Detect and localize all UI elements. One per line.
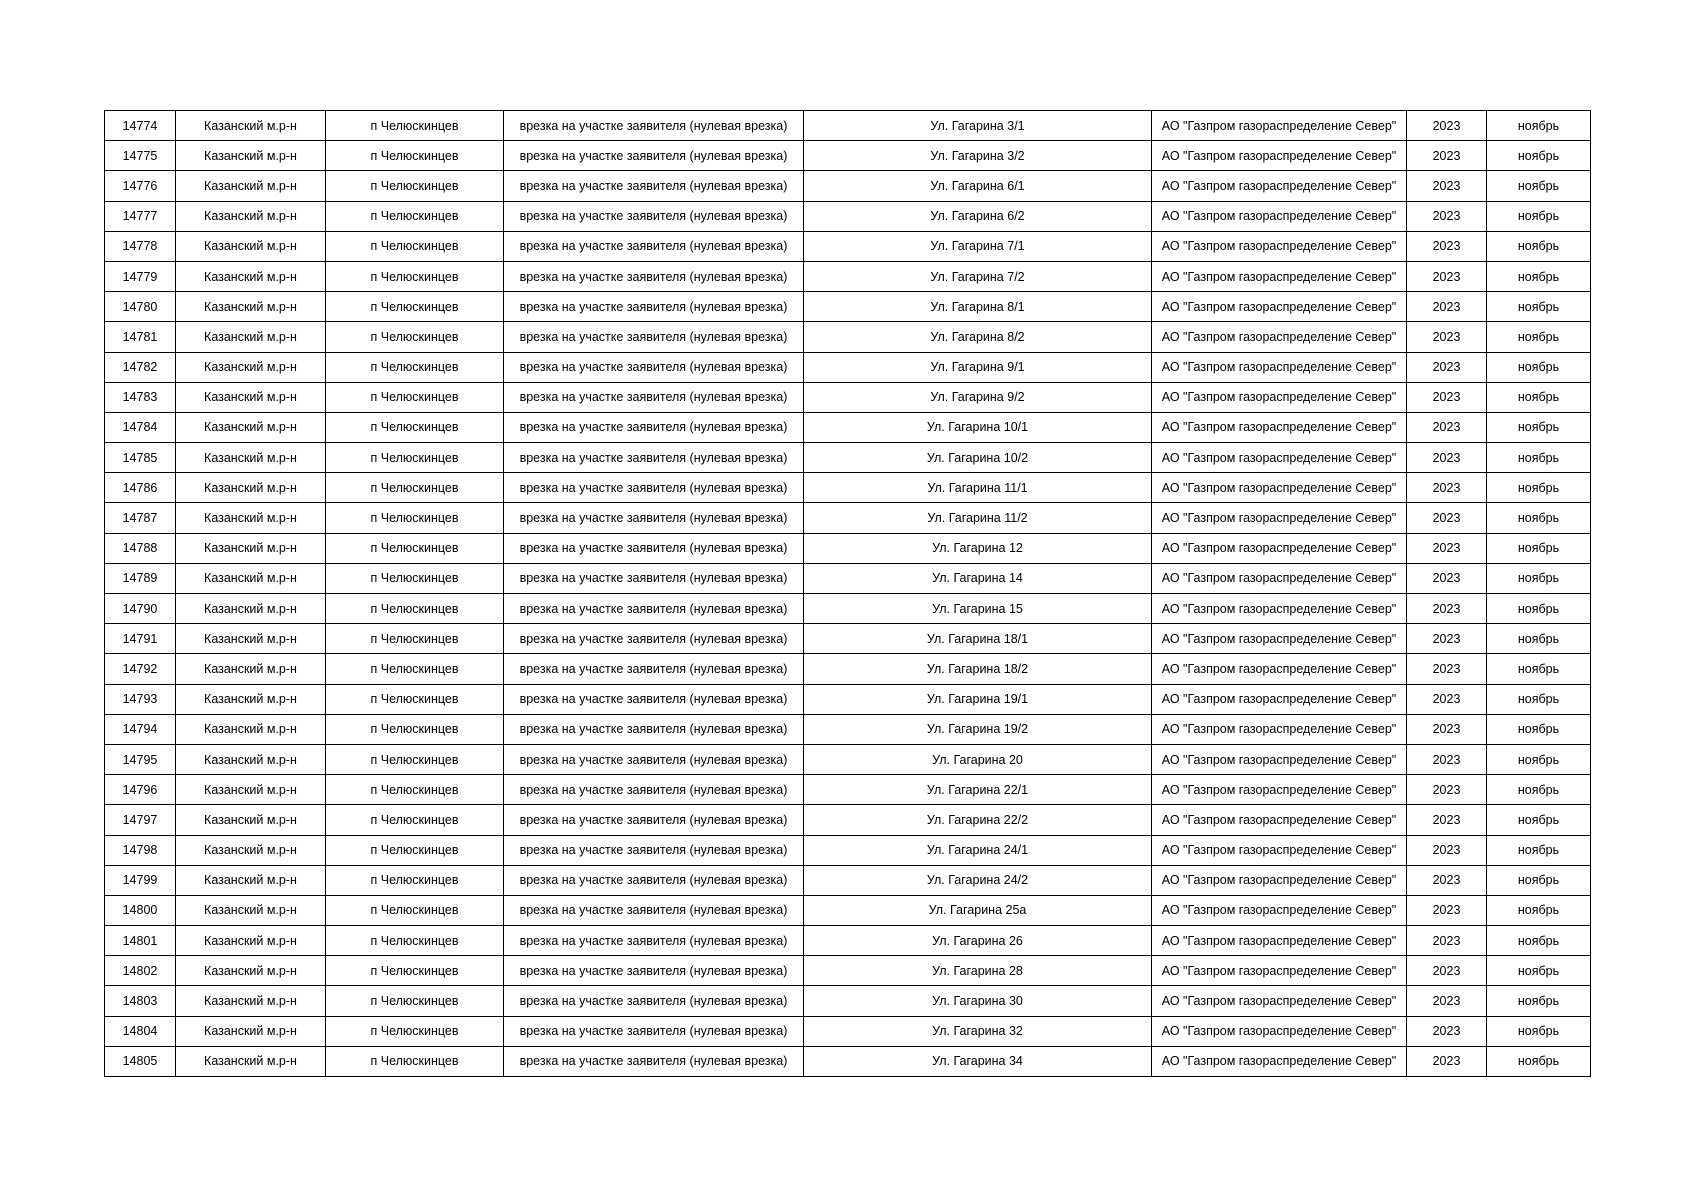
cell-year: 2023	[1407, 443, 1487, 473]
cell-organization: АО "Газпром газораспределение Север"	[1152, 443, 1407, 473]
cell-address: Ул. Гагарина 11/1	[804, 473, 1152, 503]
cell-work-type: врезка на участке заявителя (нулевая врезка)	[504, 563, 804, 593]
cell-year: 2023	[1407, 684, 1487, 714]
cell-address: Ул. Гагарина 10/1	[804, 412, 1152, 442]
cell-settlement: п Челюскинцев	[326, 111, 504, 141]
cell-month: ноябрь	[1487, 382, 1591, 412]
cell-id: 14790	[105, 594, 176, 624]
table-row	[105, 231, 1591, 261]
table-row	[105, 503, 1591, 533]
cell-settlement: п Челюскинцев	[326, 563, 504, 593]
cell-id: 14777	[105, 201, 176, 231]
cell-settlement: п Челюскинцев	[326, 322, 504, 352]
cell-id: 14793	[105, 684, 176, 714]
data-table	[104, 110, 1591, 1077]
cell-id: 14800	[105, 895, 176, 925]
cell-district: Казанский м.р-н	[176, 292, 326, 322]
cell-work-type: врезка на участке заявителя (нулевая врезка)	[504, 956, 804, 986]
cell-year: 2023	[1407, 292, 1487, 322]
cell-month: ноябрь	[1487, 684, 1591, 714]
cell-address: Ул. Гагарина 9/1	[804, 352, 1152, 382]
cell-month: ноябрь	[1487, 171, 1591, 201]
cell-month: ноябрь	[1487, 714, 1591, 744]
table-row	[105, 805, 1591, 835]
table-row	[105, 1046, 1591, 1076]
cell-year: 2023	[1407, 352, 1487, 382]
cell-id: 14792	[105, 654, 176, 684]
cell-month: ноябрь	[1487, 563, 1591, 593]
cell-year: 2023	[1407, 141, 1487, 171]
cell-month: ноябрь	[1487, 775, 1591, 805]
cell-organization: АО "Газпром газораспределение Север"	[1152, 292, 1407, 322]
cell-settlement: п Челюскинцев	[326, 171, 504, 201]
cell-month: ноябрь	[1487, 805, 1591, 835]
cell-month: ноябрь	[1487, 261, 1591, 291]
cell-month: ноябрь	[1487, 503, 1591, 533]
cell-year: 2023	[1407, 231, 1487, 261]
table-row	[105, 594, 1591, 624]
cell-organization: АО "Газпром газораспределение Север"	[1152, 865, 1407, 895]
cell-id: 14787	[105, 503, 176, 533]
cell-address: Ул. Гагарина 32	[804, 1016, 1152, 1046]
cell-district: Казанский м.р-н	[176, 986, 326, 1016]
cell-id: 14796	[105, 775, 176, 805]
cell-year: 2023	[1407, 956, 1487, 986]
cell-work-type: врезка на участке заявителя (нулевая врезка)	[504, 412, 804, 442]
cell-address: Ул. Гагарина 8/1	[804, 292, 1152, 322]
cell-id: 14778	[105, 231, 176, 261]
table-row	[105, 443, 1591, 473]
cell-id: 14782	[105, 352, 176, 382]
table-row	[105, 563, 1591, 593]
cell-id: 14781	[105, 322, 176, 352]
cell-year: 2023	[1407, 261, 1487, 291]
cell-organization: АО "Газпром газораспределение Север"	[1152, 231, 1407, 261]
table-row	[105, 895, 1591, 925]
cell-address: Ул. Гагарина 6/2	[804, 201, 1152, 231]
cell-month: ноябрь	[1487, 292, 1591, 322]
cell-district: Казанский м.р-н	[176, 352, 326, 382]
cell-organization: АО "Газпром газораспределение Север"	[1152, 322, 1407, 352]
cell-organization: АО "Газпром газораспределение Север"	[1152, 1016, 1407, 1046]
cell-id: 14775	[105, 141, 176, 171]
cell-settlement: п Челюскинцев	[326, 1046, 504, 1076]
cell-month: ноябрь	[1487, 956, 1591, 986]
cell-work-type: врезка на участке заявителя (нулевая врезка)	[504, 322, 804, 352]
cell-district: Казанский м.р-н	[176, 926, 326, 956]
cell-organization: АО "Газпром газораспределение Север"	[1152, 684, 1407, 714]
table-row	[105, 956, 1591, 986]
cell-address: Ул. Гагарина 20	[804, 744, 1152, 774]
cell-district: Казанский м.р-н	[176, 1046, 326, 1076]
cell-settlement: п Челюскинцев	[326, 624, 504, 654]
cell-organization: АО "Газпром газораспределение Север"	[1152, 624, 1407, 654]
cell-organization: АО "Газпром газораспределение Север"	[1152, 1046, 1407, 1076]
cell-year: 2023	[1407, 1046, 1487, 1076]
cell-year: 2023	[1407, 503, 1487, 533]
cell-settlement: п Челюскинцев	[326, 443, 504, 473]
cell-organization: АО "Газпром газораспределение Север"	[1152, 171, 1407, 201]
cell-work-type: врезка на участке заявителя (нулевая врезка)	[504, 835, 804, 865]
cell-district: Казанский м.р-н	[176, 835, 326, 865]
cell-district: Казанский м.р-н	[176, 503, 326, 533]
cell-settlement: п Челюскинцев	[326, 775, 504, 805]
table-row	[105, 261, 1591, 291]
table-body	[105, 111, 1591, 1077]
cell-work-type: врезка на участке заявителя (нулевая врезка)	[504, 805, 804, 835]
cell-district: Казанский м.р-н	[176, 594, 326, 624]
cell-organization: АО "Газпром газораспределение Север"	[1152, 201, 1407, 231]
cell-year: 2023	[1407, 322, 1487, 352]
cell-organization: АО "Газпром газораспределение Север"	[1152, 775, 1407, 805]
cell-settlement: п Челюскинцев	[326, 231, 504, 261]
cell-work-type: врезка на участке заявителя (нулевая врезка)	[504, 1046, 804, 1076]
cell-month: ноябрь	[1487, 986, 1591, 1016]
table-row	[105, 926, 1591, 956]
cell-year: 2023	[1407, 624, 1487, 654]
table-row	[105, 684, 1591, 714]
cell-district: Казанский м.р-н	[176, 261, 326, 291]
table-row	[105, 744, 1591, 774]
cell-id: 14803	[105, 986, 176, 1016]
cell-organization: АО "Газпром газораспределение Север"	[1152, 412, 1407, 442]
cell-work-type: врезка на участке заявителя (нулевая врезка)	[504, 111, 804, 141]
cell-year: 2023	[1407, 986, 1487, 1016]
cell-address: Ул. Гагарина 3/2	[804, 141, 1152, 171]
cell-address: Ул. Гагарина 15	[804, 594, 1152, 624]
table-row	[105, 201, 1591, 231]
cell-work-type: врезка на участке заявителя (нулевая врезка)	[504, 594, 804, 624]
cell-year: 2023	[1407, 594, 1487, 624]
cell-year: 2023	[1407, 533, 1487, 563]
cell-district: Казанский м.р-н	[176, 443, 326, 473]
cell-month: ноябрь	[1487, 1016, 1591, 1046]
cell-work-type: врезка на участке заявителя (нулевая врезка)	[504, 986, 804, 1016]
cell-district: Казанский м.р-н	[176, 775, 326, 805]
cell-district: Казанский м.р-н	[176, 956, 326, 986]
cell-settlement: п Челюскинцев	[326, 261, 504, 291]
cell-address: Ул. Гагарина 6/1	[804, 171, 1152, 201]
cell-address: Ул. Гагарина 9/2	[804, 382, 1152, 412]
cell-address: Ул. Гагарина 14	[804, 563, 1152, 593]
cell-month: ноябрь	[1487, 231, 1591, 261]
cell-id: 14801	[105, 926, 176, 956]
cell-district: Казанский м.р-н	[176, 805, 326, 835]
cell-settlement: п Челюскинцев	[326, 654, 504, 684]
table-row	[105, 533, 1591, 563]
cell-month: ноябрь	[1487, 201, 1591, 231]
cell-work-type: врезка на участке заявителя (нулевая врезка)	[504, 443, 804, 473]
cell-district: Казанский м.р-н	[176, 382, 326, 412]
cell-month: ноябрь	[1487, 322, 1591, 352]
cell-organization: АО "Газпром газораспределение Север"	[1152, 382, 1407, 412]
table-row	[105, 986, 1591, 1016]
cell-address: Ул. Гагарина 18/1	[804, 624, 1152, 654]
cell-month: ноябрь	[1487, 654, 1591, 684]
cell-settlement: п Челюскинцев	[326, 201, 504, 231]
cell-organization: АО "Газпром газораспределение Север"	[1152, 986, 1407, 1016]
cell-address: Ул. Гагарина 19/1	[804, 684, 1152, 714]
cell-work-type: врезка на участке заявителя (нулевая врезка)	[504, 533, 804, 563]
cell-work-type: врезка на участке заявителя (нулевая врезка)	[504, 231, 804, 261]
cell-year: 2023	[1407, 805, 1487, 835]
cell-organization: АО "Газпром газораспределение Север"	[1152, 563, 1407, 593]
cell-organization: АО "Газпром газораспределение Север"	[1152, 533, 1407, 563]
cell-year: 2023	[1407, 835, 1487, 865]
cell-organization: АО "Газпром газораспределение Север"	[1152, 352, 1407, 382]
cell-id: 14786	[105, 473, 176, 503]
cell-month: ноябрь	[1487, 352, 1591, 382]
table-row	[105, 865, 1591, 895]
cell-organization: АО "Газпром газораспределение Север"	[1152, 805, 1407, 835]
cell-month: ноябрь	[1487, 926, 1591, 956]
table-row	[105, 714, 1591, 744]
table-row	[105, 473, 1591, 503]
cell-year: 2023	[1407, 1016, 1487, 1046]
cell-settlement: п Челюскинцев	[326, 895, 504, 925]
cell-month: ноябрь	[1487, 895, 1591, 925]
table-row	[105, 835, 1591, 865]
cell-address: Ул. Гагарина 3/1	[804, 111, 1152, 141]
table-row	[105, 624, 1591, 654]
cell-address: Ул. Гагарина 28	[804, 956, 1152, 986]
cell-settlement: п Челюскинцев	[326, 744, 504, 774]
cell-district: Казанский м.р-н	[176, 322, 326, 352]
cell-organization: АО "Газпром газораспределение Север"	[1152, 503, 1407, 533]
cell-settlement: п Челюскинцев	[326, 1016, 504, 1046]
cell-year: 2023	[1407, 926, 1487, 956]
cell-district: Казанский м.р-н	[176, 1016, 326, 1046]
cell-work-type: врезка на участке заявителя (нулевая врезка)	[504, 1016, 804, 1046]
cell-month: ноябрь	[1487, 533, 1591, 563]
cell-id: 14780	[105, 292, 176, 322]
cell-work-type: врезка на участке заявителя (нулевая врезка)	[504, 201, 804, 231]
cell-district: Казанский м.р-н	[176, 895, 326, 925]
cell-address: Ул. Гагарина 8/2	[804, 322, 1152, 352]
cell-month: ноябрь	[1487, 111, 1591, 141]
cell-organization: АО "Газпром газораспределение Север"	[1152, 895, 1407, 925]
cell-work-type: врезка на участке заявителя (нулевая врезка)	[504, 744, 804, 774]
cell-work-type: врезка на участке заявителя (нулевая врезка)	[504, 141, 804, 171]
cell-id: 14802	[105, 956, 176, 986]
cell-organization: АО "Газпром газораспределение Север"	[1152, 654, 1407, 684]
cell-year: 2023	[1407, 473, 1487, 503]
cell-district: Казанский м.р-н	[176, 171, 326, 201]
cell-settlement: п Челюскинцев	[326, 503, 504, 533]
cell-work-type: врезка на участке заявителя (нулевая врезка)	[504, 292, 804, 322]
cell-district: Казанский м.р-н	[176, 624, 326, 654]
cell-month: ноябрь	[1487, 1046, 1591, 1076]
cell-district: Казанский м.р-н	[176, 533, 326, 563]
cell-work-type: врезка на участке заявителя (нулевая врезка)	[504, 654, 804, 684]
cell-organization: АО "Газпром газораспределение Север"	[1152, 744, 1407, 774]
cell-settlement: п Челюскинцев	[326, 382, 504, 412]
cell-work-type: врезка на участке заявителя (нулевая врезка)	[504, 382, 804, 412]
cell-settlement: п Челюскинцев	[326, 594, 504, 624]
cell-month: ноябрь	[1487, 473, 1591, 503]
cell-organization: АО "Газпром газораспределение Север"	[1152, 473, 1407, 503]
cell-district: Казанский м.р-н	[176, 654, 326, 684]
cell-id: 14797	[105, 805, 176, 835]
table-row	[105, 352, 1591, 382]
cell-address: Ул. Гагарина 22/1	[804, 775, 1152, 805]
cell-month: ноябрь	[1487, 594, 1591, 624]
cell-address: Ул. Гагарина 25а	[804, 895, 1152, 925]
cell-work-type: врезка на участке заявителя (нулевая врезка)	[504, 503, 804, 533]
cell-year: 2023	[1407, 865, 1487, 895]
cell-settlement: п Челюскинцев	[326, 835, 504, 865]
cell-year: 2023	[1407, 744, 1487, 774]
cell-district: Казанский м.р-н	[176, 865, 326, 895]
cell-organization: АО "Газпром газораспределение Север"	[1152, 111, 1407, 141]
cell-district: Казанский м.р-н	[176, 714, 326, 744]
cell-settlement: п Челюскинцев	[326, 352, 504, 382]
table-row	[105, 171, 1591, 201]
cell-year: 2023	[1407, 412, 1487, 442]
cell-settlement: п Челюскинцев	[326, 956, 504, 986]
cell-organization: АО "Газпром газораспределение Север"	[1152, 261, 1407, 291]
cell-id: 14784	[105, 412, 176, 442]
cell-settlement: п Челюскинцев	[326, 141, 504, 171]
cell-district: Казанский м.р-н	[176, 744, 326, 774]
cell-organization: АО "Газпром газораспределение Север"	[1152, 594, 1407, 624]
cell-id: 14805	[105, 1046, 176, 1076]
cell-year: 2023	[1407, 654, 1487, 684]
cell-address: Ул. Гагарина 12	[804, 533, 1152, 563]
cell-district: Казанский м.р-н	[176, 473, 326, 503]
cell-settlement: п Челюскинцев	[326, 533, 504, 563]
cell-id: 14789	[105, 563, 176, 593]
cell-work-type: врезка на участке заявителя (нулевая врезка)	[504, 895, 804, 925]
cell-settlement: п Челюскинцев	[326, 986, 504, 1016]
cell-month: ноябрь	[1487, 412, 1591, 442]
cell-address: Ул. Гагарина 26	[804, 926, 1152, 956]
cell-id: 14783	[105, 382, 176, 412]
cell-year: 2023	[1407, 111, 1487, 141]
cell-address: Ул. Гагарина 11/2	[804, 503, 1152, 533]
cell-year: 2023	[1407, 563, 1487, 593]
cell-work-type: врезка на участке заявителя (нулевая врезка)	[504, 714, 804, 744]
cell-month: ноябрь	[1487, 141, 1591, 171]
cell-month: ноябрь	[1487, 443, 1591, 473]
table-row	[105, 111, 1591, 141]
cell-work-type: врезка на участке заявителя (нулевая врезка)	[504, 775, 804, 805]
table-row	[105, 412, 1591, 442]
cell-year: 2023	[1407, 382, 1487, 412]
cell-district: Казанский м.р-н	[176, 563, 326, 593]
cell-address: Ул. Гагарина 24/1	[804, 835, 1152, 865]
cell-id: 14774	[105, 111, 176, 141]
cell-month: ноябрь	[1487, 744, 1591, 774]
cell-address: Ул. Гагарина 10/2	[804, 443, 1152, 473]
table-row	[105, 1016, 1591, 1046]
cell-work-type: врезка на участке заявителя (нулевая врезка)	[504, 865, 804, 895]
cell-work-type: врезка на участке заявителя (нулевая врезка)	[504, 684, 804, 714]
cell-id: 14776	[105, 171, 176, 201]
cell-organization: АО "Газпром газораспределение Север"	[1152, 956, 1407, 986]
cell-address: Ул. Гагарина 7/1	[804, 231, 1152, 261]
cell-settlement: п Челюскинцев	[326, 926, 504, 956]
cell-id: 14791	[105, 624, 176, 654]
cell-year: 2023	[1407, 775, 1487, 805]
cell-id: 14785	[105, 443, 176, 473]
cell-settlement: п Челюскинцев	[326, 865, 504, 895]
cell-year: 2023	[1407, 895, 1487, 925]
cell-address: Ул. Гагарина 34	[804, 1046, 1152, 1076]
table-row	[105, 654, 1591, 684]
cell-organization: АО "Газпром газораспределение Север"	[1152, 926, 1407, 956]
cell-settlement: п Челюскинцев	[326, 412, 504, 442]
cell-address: Ул. Гагарина 18/2	[804, 654, 1152, 684]
cell-year: 2023	[1407, 201, 1487, 231]
cell-district: Казанский м.р-н	[176, 412, 326, 442]
cell-month: ноябрь	[1487, 835, 1591, 865]
cell-settlement: п Челюскинцев	[326, 292, 504, 322]
cell-id: 14798	[105, 835, 176, 865]
cell-year: 2023	[1407, 714, 1487, 744]
table-row	[105, 775, 1591, 805]
table-row	[105, 141, 1591, 171]
cell-work-type: врезка на участке заявителя (нулевая врезка)	[504, 926, 804, 956]
cell-month: ноябрь	[1487, 624, 1591, 654]
cell-address: Ул. Гагарина 22/2	[804, 805, 1152, 835]
cell-address: Ул. Гагарина 19/2	[804, 714, 1152, 744]
cell-address: Ул. Гагарина 24/2	[804, 865, 1152, 895]
cell-month: ноябрь	[1487, 865, 1591, 895]
cell-address: Ул. Гагарина 30	[804, 986, 1152, 1016]
cell-organization: АО "Газпром газораспределение Север"	[1152, 141, 1407, 171]
cell-organization: АО "Газпром газораспределение Север"	[1152, 835, 1407, 865]
cell-district: Казанский м.р-н	[176, 141, 326, 171]
cell-id: 14779	[105, 261, 176, 291]
cell-district: Казанский м.р-н	[176, 231, 326, 261]
table-row	[105, 322, 1591, 352]
cell-settlement: п Челюскинцев	[326, 714, 504, 744]
cell-id: 14804	[105, 1016, 176, 1046]
cell-district: Казанский м.р-н	[176, 684, 326, 714]
cell-work-type: врезка на участке заявителя (нулевая врезка)	[504, 473, 804, 503]
cell-district: Казанский м.р-н	[176, 201, 326, 231]
cell-work-type: врезка на участке заявителя (нулевая врезка)	[504, 261, 804, 291]
cell-settlement: п Челюскинцев	[326, 473, 504, 503]
cell-district: Казанский м.р-н	[176, 111, 326, 141]
table-row	[105, 382, 1591, 412]
cell-id: 14794	[105, 714, 176, 744]
cell-year: 2023	[1407, 171, 1487, 201]
cell-work-type: врезка на участке заявителя (нулевая врезка)	[504, 352, 804, 382]
cell-settlement: п Челюскинцев	[326, 805, 504, 835]
cell-id: 14788	[105, 533, 176, 563]
cell-id: 14795	[105, 744, 176, 774]
cell-organization: АО "Газпром газораспределение Север"	[1152, 714, 1407, 744]
table-row	[105, 292, 1591, 322]
cell-address: Ул. Гагарина 7/2	[804, 261, 1152, 291]
cell-settlement: п Челюскинцев	[326, 684, 504, 714]
cell-id: 14799	[105, 865, 176, 895]
cell-work-type: врезка на участке заявителя (нулевая врезка)	[504, 171, 804, 201]
cell-work-type: врезка на участке заявителя (нулевая врезка)	[504, 624, 804, 654]
